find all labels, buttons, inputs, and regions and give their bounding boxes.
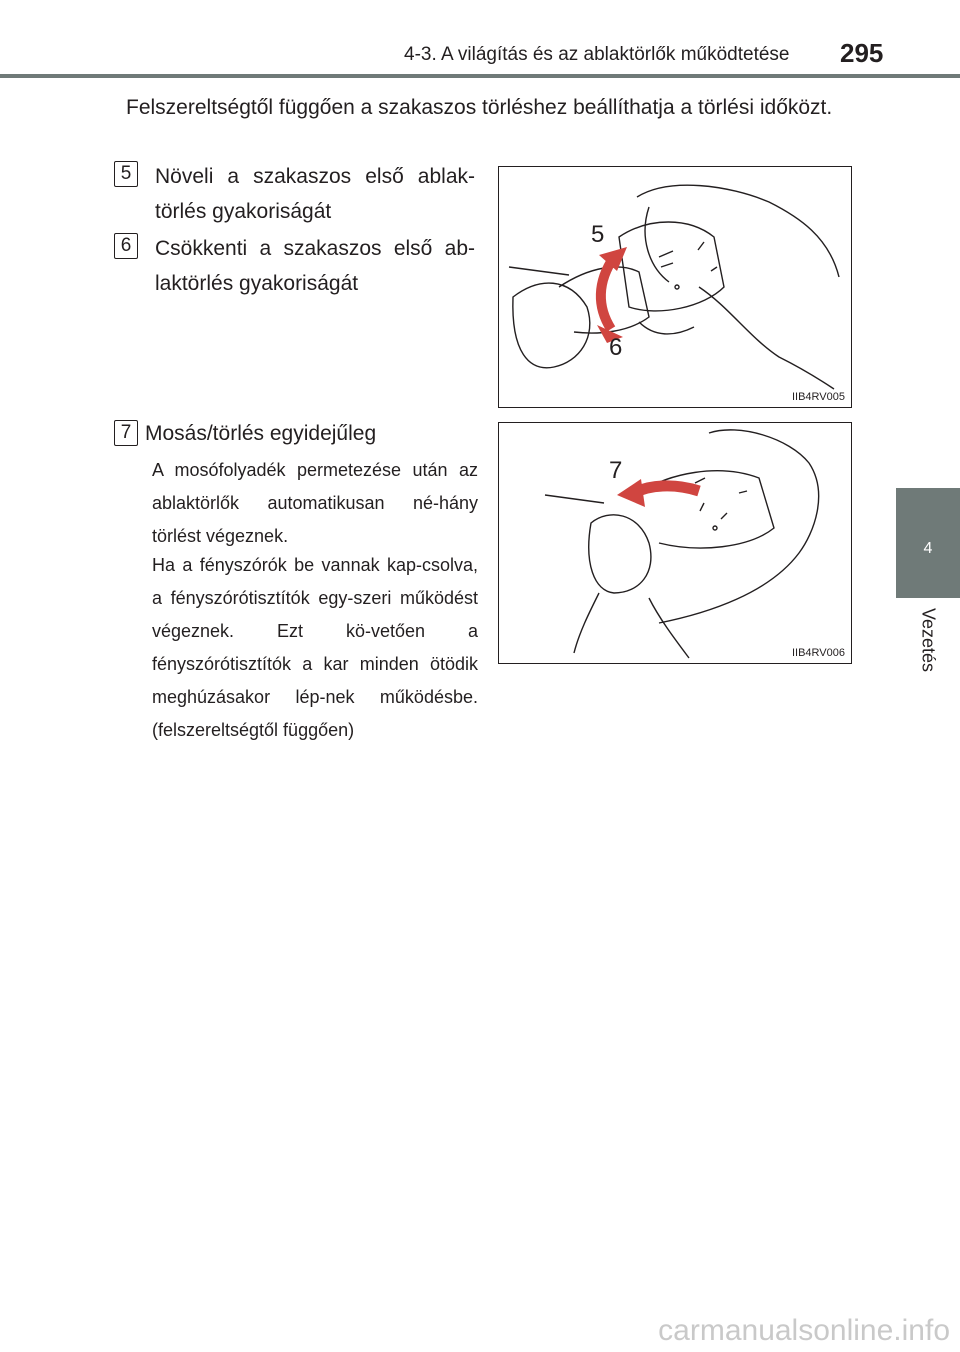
- figure-code: IIB4RV005: [791, 391, 845, 403]
- wiper-lever-illustration: [499, 167, 852, 408]
- item-6-number: 6: [114, 233, 138, 259]
- item-5-number: 5: [114, 161, 138, 187]
- figure-callout-5: 5: [591, 221, 605, 248]
- intro-text: Felszereltségtől függően a szakaszos törléshez beállíthatja a törlési időközt.: [126, 96, 833, 119]
- footer-watermark[interactable]: carmanualsonline.info: [658, 1314, 950, 1347]
- figure-callout-6: 6: [609, 334, 623, 361]
- section-title: 4-3. A világítás és az ablaktörlők működtetése: [404, 44, 790, 65]
- figure-wiper-frequency: [498, 166, 852, 408]
- header-rule: [0, 74, 960, 78]
- item-7-text: Mosás/törlés egyidejűleg: [145, 422, 377, 445]
- item-6-text: Csökkenti a szakaszos első ab-laktörlés gyakoriságát: [155, 237, 475, 295]
- paragraph-headlight-cleaner: Ha a fényszórók be vannak kap-csolva, a fényszórótisztítók egy-szeri működést végeznek. Ezt kö-vetően a fényszórótisztítók a kar minden ötödik meghúzásakor lép-nek működésbe. (felszereltségtől függően): [152, 555, 478, 740]
- chapter-label: Vezetés: [918, 607, 939, 673]
- page-number: 295: [840, 38, 884, 68]
- paragraph-washer: A mosófolyadék permetezése után az ablaktörlők automatikusan né-hány törlést végeznek.: [152, 460, 478, 546]
- item-5-text: Növeli a szakaszos első ablak-törlés gyakoriságát: [155, 165, 475, 223]
- figure-wash-wipe: [498, 422, 852, 664]
- figure-callout-7: 7: [609, 457, 623, 484]
- wash-lever-illustration: [499, 423, 852, 664]
- figure-code: IIB4RV006: [791, 647, 845, 659]
- chapter-tab[interactable]: [896, 488, 960, 598]
- chapter-number: 4: [923, 540, 933, 557]
- item-7-number: 7: [114, 420, 138, 446]
